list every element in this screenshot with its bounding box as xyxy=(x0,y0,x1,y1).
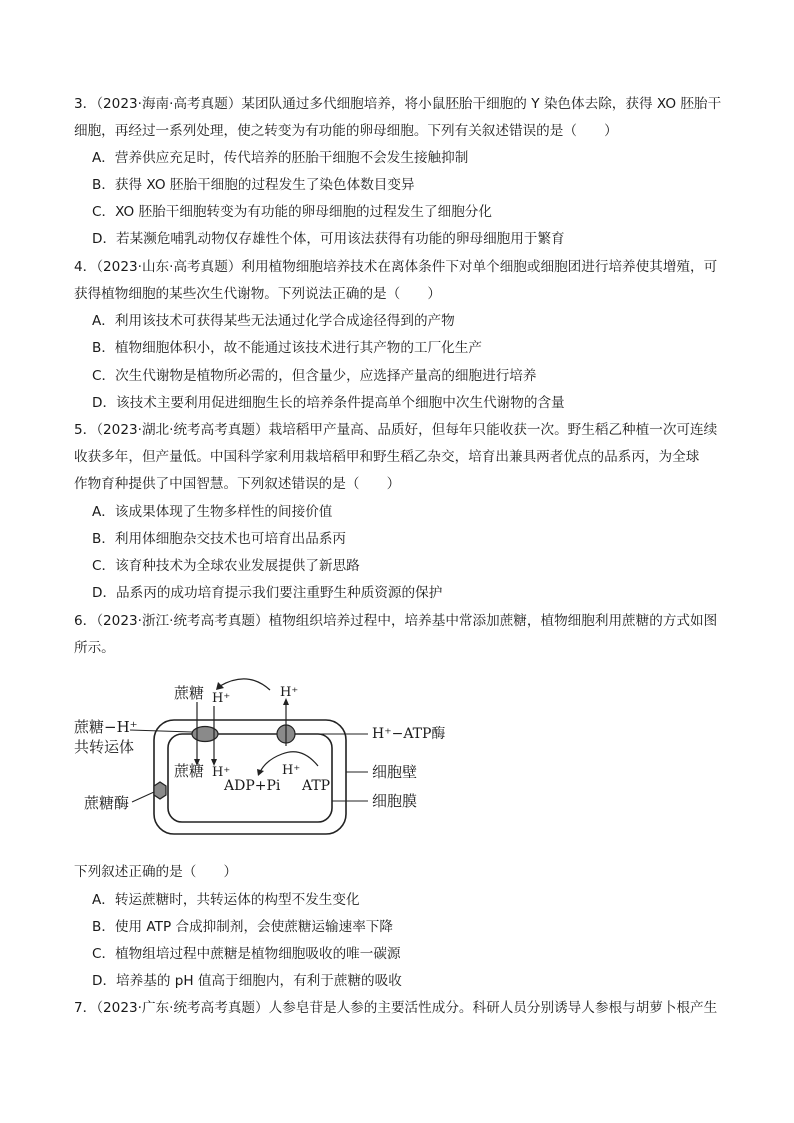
q6-option-b: B．使用 ATP 合成抑制剂，会使蔗糖运输速率下降 xyxy=(92,919,393,935)
sucrose-transport-diagram xyxy=(70,668,460,840)
q6-stem-line2: 所示。 xyxy=(74,640,115,656)
label-h-inside-right: H⁺ xyxy=(282,763,301,778)
atp-hydrolysis-arrow-head xyxy=(257,769,264,776)
label-sucrase: 蔗糖酶 xyxy=(84,794,130,812)
q4-option-d: D．该技术主要利用促进细胞生长的培养条件提高单个细胞中次生代谢物的含量 xyxy=(92,395,565,411)
label-sucrose-outside: 蔗糖 xyxy=(174,684,205,702)
q4-stem-line2: 获得植物细胞的某些次生代谢物。下列说法正确的是（ ） xyxy=(74,286,442,302)
q4-stem-line1: 4．（2023·山东·高考真题）利用植物细胞培养技术在离体条件下对单个细胞或细胞团进行培养使其增殖，可 xyxy=(74,259,718,275)
q5-option-b: B．利用体细胞杂交技术也可培育出品系丙 xyxy=(92,531,347,547)
q4-option-a: A．利用该技术可获得某些无法通过化学合成途径得到的产物 xyxy=(92,313,455,329)
q6-option-a: A．转运蔗糖时，共转运体的构型不发生变化 xyxy=(92,892,360,908)
q5-option-c: C．该育种技术为全球农业发展提供了新思路 xyxy=(92,558,360,574)
q6-stem-after-figure: 下列叙述正确的是（ ） xyxy=(74,864,238,880)
label-cotransporter-2: 共转运体 xyxy=(74,738,135,756)
label-cell-wall: 细胞壁 xyxy=(372,763,418,781)
q3-option-b: B．获得 XO 胚胎干细胞的过程发生了染色体数目变异 xyxy=(92,177,415,193)
label-h-outside-right: H⁺ xyxy=(280,685,299,700)
sucrase-leader xyxy=(132,792,154,802)
q6-option-d: D．培养基的 pH 值高于细胞内，有利于蔗糖的吸收 xyxy=(92,973,402,989)
q3-option-d: D．若某濒危哺乳动物仅存雄性个体，可用该法获得有功能的卵母细胞用于繁育 xyxy=(92,231,565,247)
q5-stem-line3: 作物育种提供了中国智慧。下列叙述错误的是（ ） xyxy=(74,476,401,492)
proton-recycle-arrow xyxy=(220,679,270,690)
q4-option-b: B．植物细胞体积小，故不能通过该技术进行其产物的工厂化生产 xyxy=(92,340,482,356)
proton-recycle-arrow-head xyxy=(216,682,224,690)
q3-stem-line1: 3．（2023·海南·高考真题）某团队通过多代细胞培养，将小鼠胚胎干细胞的 Y 染色体去除，获得 XO 胚胎干 xyxy=(74,96,722,112)
q6-option-c: C．植物组培过程中蔗糖是植物细胞吸收的唯一碳源 xyxy=(92,946,401,962)
q3-option-a: A．营养供应充足时，传代培养的胚胎干细胞不会发生接触抑制 xyxy=(92,150,469,166)
q5-option-d: D．品系丙的成功培育提示我们要注重野生种质资源的保护 xyxy=(92,585,443,601)
label-cell-membrane: 细胞膜 xyxy=(372,792,418,810)
label-cotransporter-1: 蔗糖−H⁺ xyxy=(74,718,138,736)
q7-stem-line1: 7．（2023·广东·统考高考真题）人参皂苷是人参的主要活性成分。科研人员分别诱导人参根与胡萝卜根产生 xyxy=(74,1000,718,1016)
q3-option-c: C．XO 胚胎干细胞转变为有功能的卵母细胞的过程发生了细胞分化 xyxy=(92,204,492,220)
q5-stem-line2: 收获多年，但产量低。中国科学家利用栽培稻甲和野生稻乙杂交，培育出兼具两者优点的品系丙，为全球 xyxy=(74,449,700,465)
q6-stem-line1: 6．（2023·浙江·统考高考真题）植物组织培养过程中，培养基中常添加蔗糖，植物细胞利用蔗糖的方式如图 xyxy=(74,613,718,629)
label-h-outside-left: H⁺ xyxy=(212,691,231,706)
label-h-inside-left: H⁺ xyxy=(212,765,231,780)
q5-stem-line1: 5．（2023·湖北·统考高考真题）栽培稻甲产量高、品质好，但每年只能收获一次。野生稻乙种植一次可连续 xyxy=(74,422,718,438)
cotransporter-leader xyxy=(130,730,192,732)
q3-stem-line2: 细胞，再经过一系列处理，使之转变为有功能的卵母细胞。下列有关叙述错误的是（ ） xyxy=(74,123,618,139)
label-adp-pi: ADP+Pi xyxy=(224,778,281,794)
q4-option-c: C．次生代谢物是植物所必需的，但含量少，应选择产量高的细胞进行培养 xyxy=(92,368,537,384)
q5-option-a: A．该成果体现了生物多样性的间接价值 xyxy=(92,504,333,520)
label-sucrose-inside: 蔗糖 xyxy=(174,762,205,780)
label-atpase: H⁺−ATP酶 xyxy=(372,726,446,742)
sucrase-enzyme xyxy=(154,782,166,799)
label-atp: ATP xyxy=(302,778,331,794)
